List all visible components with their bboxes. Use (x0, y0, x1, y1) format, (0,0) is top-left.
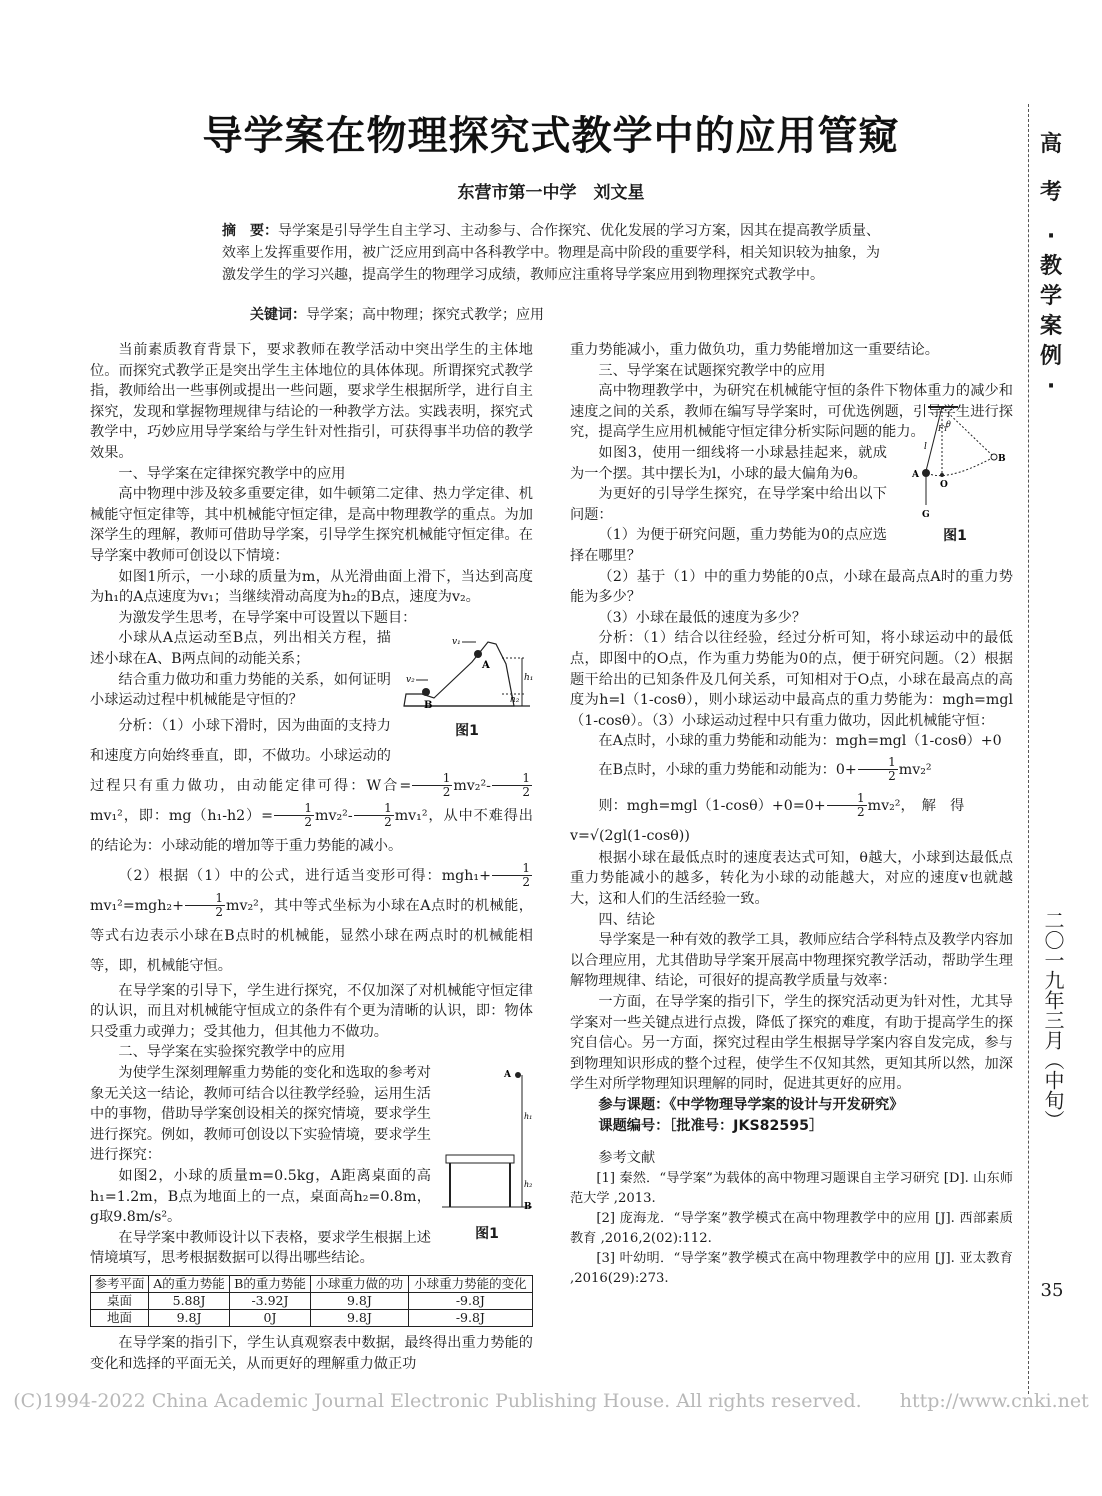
copyright-footer: (C)1994-2022 China Academic Journal Electronic Publishing House. All rights reserved. http://www.cnki.net (13, 1390, 1089, 1412)
table-cell: 地面 (91, 1310, 149, 1327)
paragraph: 如图1所示，一小球的质量为m，从光滑曲面上滑下，当达到高度为h₁的A点速度为v₁；当继续滑动高度为h₂的B点，速度为v₂。 (90, 568, 533, 606)
reference-item: [2] 庞海龙．“导学案”教学模式在高中物理教学中的应用 [J]. 西部素质教育 ,2016,2(02):112. (570, 1210, 1013, 1246)
paragraph: 重力势能减小，重力做负功，重力势能增加这一重要结论。 (570, 342, 939, 358)
incline-diagram (402, 634, 532, 714)
equation-paragraph: （2）根据（1）中的公式，进行适当变形可得：mgh₁+ $\frac{1}{2}$ mv₁²=mgh₂+ $\frac{1}{2}$ mv₂²，其中等式坐标为小球在A点时的机械能，等式右边表示小球在B点时的机械能，显然小球在两点时的机械能相等，即，机械能守恒。 (90, 861, 533, 974)
keywords (250, 304, 870, 326)
project-title: 参与课题：《中学物理导学案的设计与开发研究》 (598, 1097, 904, 1113)
abstract-text: 导学案是引导学生自主学习、主动参与、合作探究、优化发展的学习方案，因其在提高教学质量、效率上发挥重要作用，被广泛应用到高中各科教学中。物理是高中阶段的重要学科，相关知识较为抽象，为激发学生的学习兴趣，提高学生的物理学习成绩，教师应注重将导学案应用到物理探究式教学中。 (222, 223, 880, 283)
table-row (91, 1310, 533, 1327)
issue-date: 二〇一九年三月（中旬） (1041, 910, 1065, 1130)
label-v1: v₁ (452, 637, 461, 648)
label-h2: h₂ (524, 1180, 533, 1190)
paragraph: 在A点时，小球的重力势能和动能为：mgh=mgl（1-cosθ）+0 (598, 733, 1002, 750)
section-label-char: 教 (1039, 254, 1062, 279)
reference-item: [3] 叶幼明．“导学案”教学模式在高中物理教学中的应用 [J]. 亚太教育 ,2016(29):273. (570, 1250, 1013, 1286)
label-B: B (998, 453, 1006, 464)
table-cell: -9.8J (408, 1293, 532, 1310)
table-cell: 9.8J (311, 1293, 409, 1310)
table-header: 参考平面 (91, 1276, 149, 1293)
question: （2）基于（1）中的重力势能的0点，小球在最高点A时的重力势能为多少？ (570, 568, 1013, 606)
label-G: G (922, 509, 930, 520)
paragraph: 如图3，使用一细线将一小球悬挂起来，就成为一个摆。其中摆长为l，小球的最大偏角为θ。 (570, 444, 887, 482)
question: （3）小球在最低的速度为多少？ (598, 609, 807, 626)
label-v2: v₂ (406, 675, 415, 686)
label-A: A (482, 660, 490, 672)
table-header: B的重力势能 (229, 1276, 310, 1293)
page-number: 35 (1040, 1280, 1064, 1301)
section-label-char: 高 (1039, 132, 1062, 157)
table-header-row (91, 1276, 533, 1293)
paragraph: 在导学案中教师设计以下表格，要求学生根据上述情境填写，思考根据数据可以得出哪些结论。 (90, 1229, 431, 1267)
table-cell: 9.8J (149, 1310, 230, 1327)
project-number: 课题编号：［批准号：JKS82595］ (598, 1117, 824, 1134)
label-B: B (524, 1202, 532, 1213)
paragraph: 高中物理中涉及较多重要定律，如牛顿第二定律、热力学定律、机械能守恒定律等，其中机械能守恒定律，是高中物理教学的重点。为加深学生的理解，教师可借助导学案，引导学生探究机械能守恒定律。在导学案中教师可创设以下情境： (90, 486, 533, 564)
section-label (1036, 130, 1066, 402)
table-cell: 5.88J (149, 1293, 230, 1310)
equation-paragraph: 分析：（1）小球下滑时，因为曲面的支持力和速度方向始终垂直，即，不做功。小球运动的过程只有重力做功，由动能定律可得：W合= $\frac{1}{2}$ mv₂²- $\frac{1}{2}$ mv₁²，即：mg（h₁-h2）= $\frac{1}{2}$ mv₂²- $\frac{1}{2}$ mv₁²，从中不难得出的结论为：小球动能的增加等于重力势能的减小。 (90, 717, 533, 854)
section-label-char: · (1046, 374, 1056, 399)
section-heading: 二、导学案在实验探究教学中的应用 (118, 1044, 346, 1061)
keywords-label: 关键词： (250, 307, 306, 323)
label-l: l (924, 441, 927, 452)
paragraph: 高中物理教学中，为研究在机械能守恒的条件下物体重力的减少和速度之间的关系，教师在编写导学案时，可优选例题，引导学生进行探究，提高学生应用机械能守恒定律分析实际问题的能力。 (570, 383, 1013, 441)
paragraph: 分析：（1）结合以往经验，经过分析可知，将小球运动中的最低点，即图中的O点，作为重力势能为0的点，便于研究问题。（2）根据题干给出的已知条件及几何关系，可知相对于O点，小球在最高点的高度为h=l（1-cosθ），则小球运动中最高点的重力势能为：mgh=mgl（1-cosθ）。（3）小球运动过程中只有重力做功，因此机械能守恒： (570, 630, 1013, 729)
figure-caption: 图1 (475, 1225, 499, 1242)
article-title: 导学案在物理探究式教学中的应用管窥 (202, 113, 900, 159)
left-column (90, 340, 533, 1374)
table-ball-diagram (442, 1067, 532, 1217)
paragraph: 为激发学生思考，在导学案中可设置以下题目： (118, 609, 417, 626)
table-cell: -3.92J (229, 1293, 310, 1310)
label-B: B (424, 700, 433, 712)
section-label-char: 例 (1039, 344, 1062, 369)
section-heading: 四、结论 (598, 911, 656, 928)
label-A: A (504, 1070, 511, 1081)
sidebar-divider (1028, 104, 1029, 1394)
figure-1 (401, 634, 533, 741)
right-column (570, 340, 1013, 1289)
section-heading: 三、导学案在试题探究教学中的应用 (598, 362, 826, 379)
table-row (91, 1293, 533, 1310)
paragraph: 导学案是一种有效的教学工具，教师应结合学科特点及教学内容加以合理应用，尤其借助导学案开展高中物理探究教学活动，帮助学生理解物理规律、结论，可很好的提高教学质量与效率： (570, 932, 1013, 990)
abstract (222, 220, 882, 286)
equation-paragraph: 则：mgh=mgl（1-cosθ）+0=0+ $\frac{1}{2}$ mv₂²， 解 得 (598, 791, 965, 820)
paragraph: 为使学生深刻理解重力势能的变化和选取的参考对象无关这一结论，教师可结合以往教学经验，运用生活中的事物，借助导学案创设相关的探究情境，要求学生进行探究。例如，教师可创设以下实验情境，要求学生进行探究： (90, 1065, 431, 1164)
label-h1: h₁ (524, 673, 534, 684)
figure-caption: 图1 (455, 722, 479, 739)
paragraph: 在导学案的引导下，学生进行探究，不仅加深了对机械能守恒定律的认识，而且对机械能守恒成立的条件有个更为清晰的认识，即：物体只受重力或弹力；受其他力，但其他力不做功。 (90, 982, 533, 1040)
figure-2 (441, 1067, 533, 1244)
paragraph: 一方面，在导学案的指引下，学生的探究活动更为针对性，尤其导学案对一些关键点进行点拨，降低了探究的难度，有助于提高学生的探究自信心。另一方面，探究过程由学生根据导学案内容自发完成，参与到物理知识形成的整个过程，使学生不仅知其然，更知其所以然，加深学生对所学物理知识理解的同时，促进其更好的应用。 (570, 994, 1013, 1093)
label-h1: h₁ (524, 1112, 533, 1122)
paragraph: 根据小球在最低点时的速度表达式可知，θ越大，小球到达最低点重力势能减小的越多，转化为小球的动能越大，对应的速度v也就越大，这和人们的生活经验一致。 (570, 849, 1013, 908)
label-h2: h₂ (510, 695, 520, 706)
label-O: O (940, 479, 948, 490)
table-cell: 0J (229, 1310, 310, 1327)
section-label-char: · (1046, 224, 1056, 249)
paragraph: 当前素质教育背景下，要求教师在教学活动中突出学生的主体地位。而探究式教学正是突出学生主体地位的具体体现。所谓探究式教学指，教师给出一些事例或提出一些问题，要求学生根据所学，进行自主探究，发现和掌握物理规律与结论的一种教学方法。实践表明，探究式教学中，巧妙应用导学案给与学生针对性指引，可获得事半功倍的教学效果。 (90, 342, 533, 461)
label-FT: Fᴛ (938, 423, 948, 433)
paragraph: 如图2，小球的质量m=0.5kg，A距离桌面的高h₁=1.2m，B点为地面上的一点，桌面高h₂=0.8m，g取9.8m/s²。 (90, 1168, 431, 1226)
references-title: 参考文献 (598, 1150, 656, 1167)
paragraph: 小球从A点运动至B点，列出相关方程，描述小球在A、B两点间的动能关系； (90, 630, 391, 667)
table-header: 小球重力势能的变化 (408, 1276, 532, 1293)
table-cell: 桌面 (91, 1293, 149, 1310)
paragraph: 在导学案的指引下，学生认真观察表中数据，最终得出重力势能的变化和选择的平面无关，从而更好的理解重力做正功 (90, 1335, 533, 1372)
figure-caption: 图1 (943, 527, 967, 544)
paragraph: 结合重力做功和重力势能的关系，如何证明小球运动过程中机械能是守恒的？ (90, 671, 391, 709)
section-label-char: 学 (1039, 284, 1062, 309)
label-A: A (912, 469, 919, 480)
section-label-char: 案 (1039, 314, 1062, 339)
section-label-char: 考 (1039, 180, 1062, 205)
equation-paragraph: 在B点时，小球的重力势能和动能为：0+ $\frac{1}{2}$ mv₂² (598, 755, 932, 784)
reference-item: [1] 秦然．“导学案”为载体的高中物理习题课自主学习研究 [D]. 山东师范大学 ,2013. (570, 1170, 1013, 1206)
table-header: A的重力势能 (149, 1276, 230, 1293)
table-cell: -9.8J (408, 1310, 532, 1327)
table-header: 小球重力做的功 (311, 1276, 409, 1293)
keywords-text: 导学案；高中物理；探究式教学；应用 (306, 307, 544, 323)
question: （1）为便于研究问题，重力势能为0的点应选择在哪里？ (570, 527, 887, 564)
equation: v=√(2gl(1-cosθ)) (570, 827, 690, 844)
data-table (90, 1275, 533, 1327)
label-theta: θ (946, 419, 951, 429)
table-cell: 9.8J (311, 1310, 409, 1327)
abstract-label: 摘 要： (222, 223, 278, 239)
author-line: 东营市第一中学 刘文星 (457, 183, 645, 203)
section-heading: 一、导学案在定律探究教学中的应用 (118, 465, 346, 482)
paragraph: 为更好的引导学生探究，在导学案中给出以下问题： (570, 486, 887, 523)
